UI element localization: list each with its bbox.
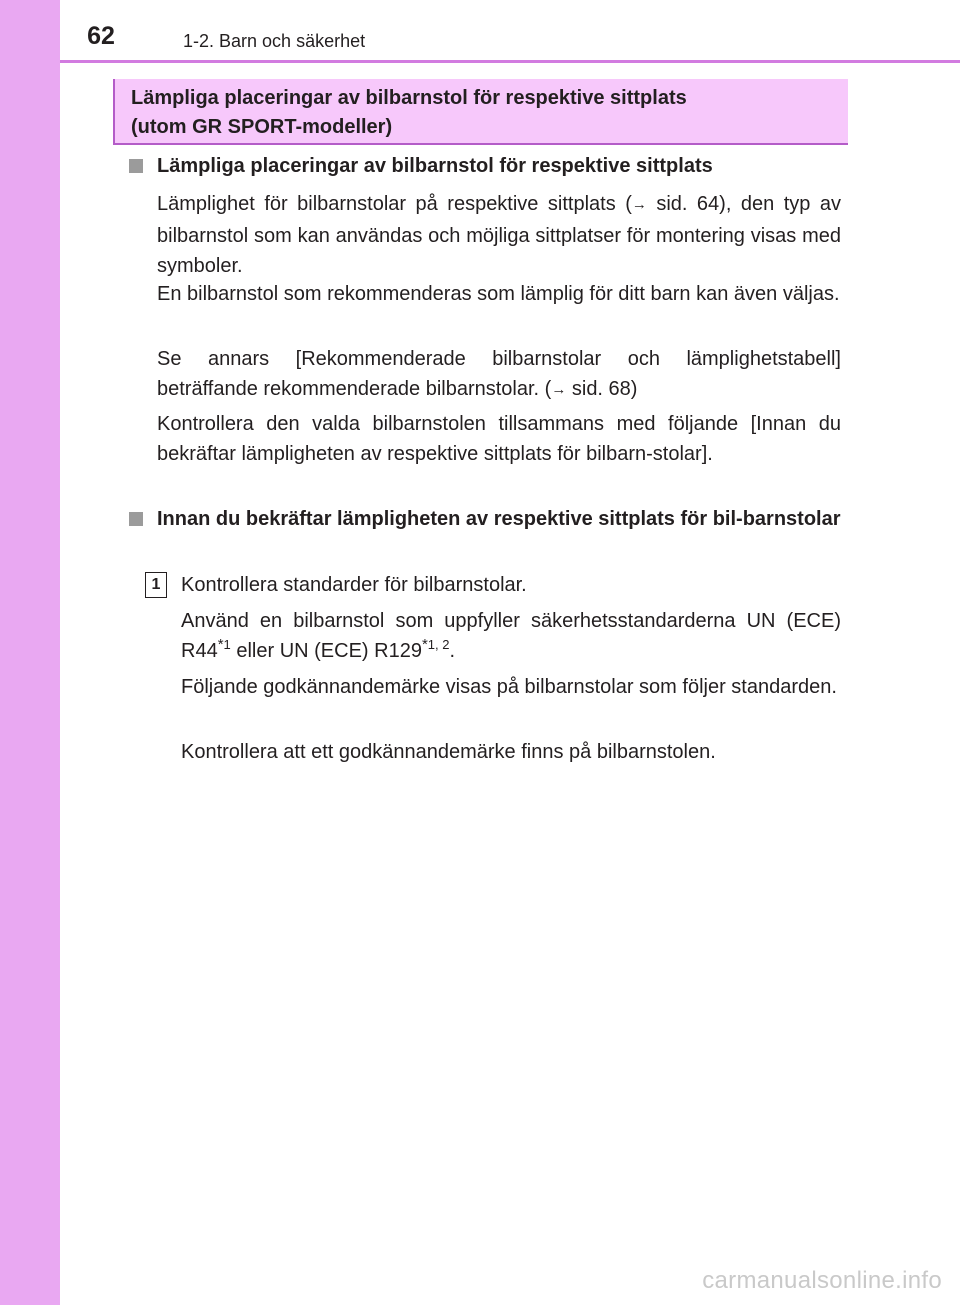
footnote-ref: 1, 2 [427, 637, 450, 653]
paragraph-3: Kontrollera den valda bilbarnstolen tillsammans med följande [Innan du bekräftar lämpligheten av respektive sittplats för bilbarn-stolar]. [157, 413, 841, 465]
step-1-p1-end: . [449, 640, 456, 662]
paragraph-2-text: Se annars [Rekommenderade bilbarnstolar och lämplighetstabell] beträffande rekommenderade bilbarnstolar. ( [157, 348, 841, 400]
paragraph-1-text: Lämplighet för bilbarnstolar på respektive sittplats ( [157, 193, 632, 215]
side-color-bar [0, 0, 60, 1305]
square-bullet-icon [129, 512, 143, 526]
step-1-p1-text: Använd en bilbarnstol som uppfyller säkerhetsstandarderna UN (ECE) R44 [181, 610, 841, 662]
paragraph-1 [157, 189, 841, 281]
step-1-paragraph-2: Följande godkännandemärke visas på bilbarnstolar som följer standarden. [181, 676, 837, 698]
asterisk: * [421, 636, 428, 654]
paragraph-1-ref: sid. 64), den typ av bilbarnstol som kan användas och möjliga sittplatser för montering visas med symboler. [157, 193, 842, 277]
section-title-line1: Lämpliga placeringar av bilbarnstol för respektive sittplats [131, 87, 687, 109]
header-divider [60, 60, 960, 63]
arrow-right-icon: → [551, 381, 567, 398]
subheading-2 [129, 504, 841, 534]
step-1-title: Kontrollera standarder för bilbarnstolar. [181, 574, 527, 596]
section-title-box [113, 79, 848, 145]
paragraph-2-ref: sid. 68) [566, 378, 638, 400]
square-bullet-icon [129, 159, 143, 173]
page-number: 62 [87, 22, 115, 50]
footnote-ref: 1 [223, 637, 231, 653]
subheading-1-text: Lämpliga placeringar av bilbarnstol för respektive sittplats [157, 155, 713, 177]
step-1-paragraph-1 [181, 606, 841, 666]
subheading-1 [129, 151, 841, 181]
paragraph-1b: En bilbarnstol som rekommenderas som lämplig för ditt barn kan även väljas. [157, 283, 840, 305]
section-title-line2: (utom GR SPORT-modeller) [131, 116, 393, 138]
arrow-right-icon: → [631, 196, 647, 213]
subheading-2-text: Innan du bekräftar lämpligheten av respektive sittplats för bil-barnstolar [157, 508, 841, 530]
paragraph-2 [157, 344, 841, 406]
step-1-paragraph-3: Kontrollera att ett godkännandemärke finns på bilbarnstolen. [181, 741, 716, 763]
step-1-p1-text2: eller UN (ECE) R129 [230, 640, 422, 662]
step-number-badge: 1 [145, 572, 167, 598]
watermark: carmanualsonline.info [702, 1267, 942, 1294]
asterisk: * [217, 636, 224, 654]
chapter-title: 1-2. Barn och säkerhet [183, 31, 366, 51]
